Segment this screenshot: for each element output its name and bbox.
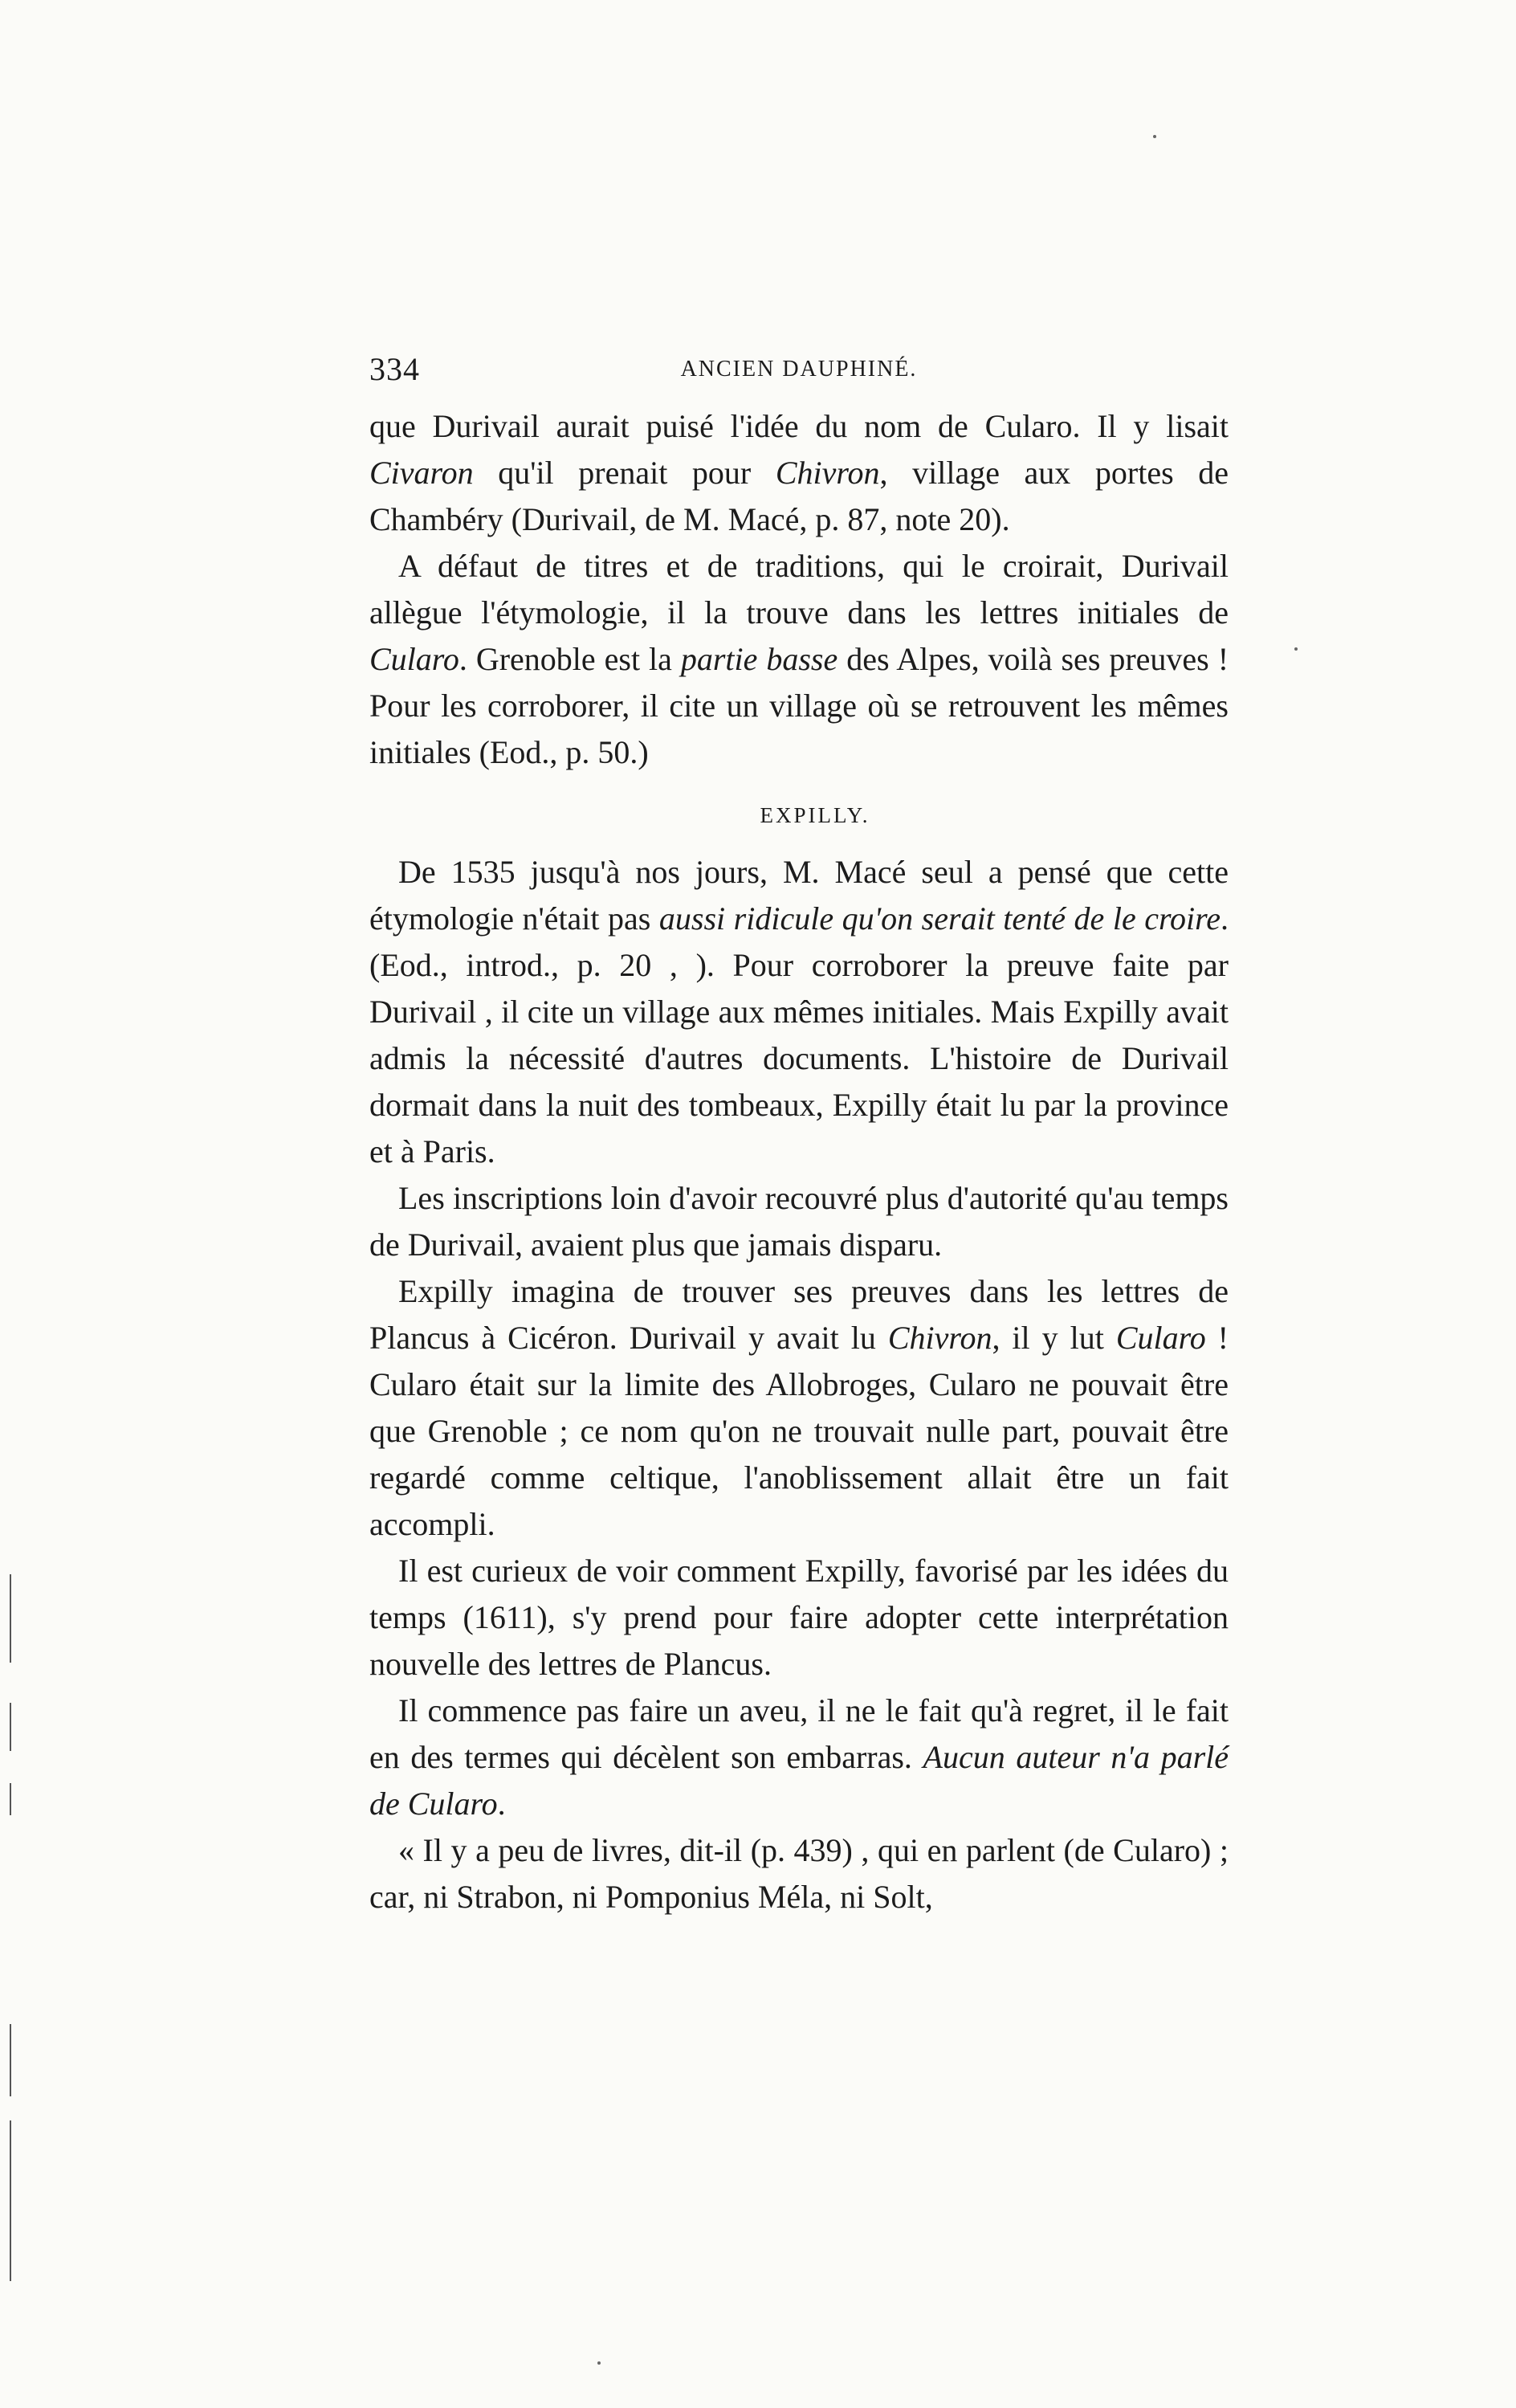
- body-text: [369, 403, 1229, 1920]
- page-content: [369, 350, 1229, 1920]
- text-run: .: [497, 1786, 506, 1822]
- text-run: , village aux portes de Chambéry (Durivail, de M. Macé, p. 87, note 20).: [369, 455, 1229, 537]
- text-run: que Durivail aurait puisé l'idée du nom de Cularo. Il y lisait: [369, 408, 1229, 444]
- text-run: Il commence pas faire un aveu, il ne le fait qu'à regret, il le fait en des termes qui décèlent son embarras.: [369, 1692, 1229, 1775]
- text-run: Expilly imagina de trouver ses preuves dans les lettres de Plancus à Cicéron. Durivail y avait lu: [369, 1273, 1229, 1356]
- italic-phrase: partie basse: [680, 641, 838, 677]
- speck-mark: [597, 2361, 601, 2365]
- italic-phrase: Chivron: [775, 455, 880, 491]
- italic-phrase: Cularo: [1115, 1320, 1206, 1356]
- paragraph: [369, 1688, 1229, 1827]
- italic-phrase: Civaron: [369, 455, 474, 491]
- running-title: ANCIEN DAUPHINÉ.: [680, 357, 918, 382]
- italic-phrase: Chivron: [887, 1320, 992, 1356]
- page-edge-marks: [10, 1574, 13, 2297]
- italic-phrase: Cularo: [369, 641, 459, 677]
- page-number: 334: [369, 351, 420, 387]
- speck-mark: [1294, 647, 1298, 651]
- paragraph: [369, 1827, 1229, 1920]
- italic-phrase: aussi ridicule qu'on serait tenté de le croire: [658, 900, 1221, 937]
- text-run: . Grenoble est la: [458, 641, 681, 677]
- paragraph: [369, 1175, 1229, 1268]
- text-run: « Il y a peu de livres, dit-il (p. 439) , qui en parlent (de Cularo) ; car, ni Strabon, ni Pomponius Méla, ni Solt,: [369, 1832, 1229, 1915]
- text-run: , il y lut: [992, 1320, 1116, 1356]
- paragraph: [369, 849, 1229, 1175]
- section-heading: EXPILLY.: [760, 803, 870, 827]
- text-run: qu'il prenait pour: [473, 455, 776, 491]
- text-run: des Alpes, voilà ses preuves ! Pour les corroborer, il cite un village où se retrouvent les mêmes initiales (Eod., p. 50.): [369, 641, 1229, 770]
- text-run: . (Eod., introd., p. 20 , ). Pour corroborer la preuve faite par Durivail , il cite un village aux mêmes initiales. Mais Expilly avait admis la nécessité d'autres documents. L'histoire de Durivail dormait dans la nuit des tombeaux, Expilly était lu par la province et à Paris.: [369, 900, 1229, 1169]
- paragraph: [369, 543, 1229, 776]
- text-run: Il est curieux de voir comment Expilly, favorisé par les idées du temps (1611), s'y prend pour faire adopter cette interprétation nouvelle des lettres de Plancus.: [369, 1553, 1229, 1682]
- text-run: A défaut de titres et de traditions, qui le croirait, Durivail allègue l'étymologie, il la trouve dans les lettres initiales de: [369, 548, 1229, 631]
- speck-mark: [1153, 135, 1156, 138]
- text-run: De 1535 jusqu'à nos jours, M. Macé seul a pensé que cette étymologie n'était pas: [369, 854, 1229, 937]
- text-run: ! Cularo était sur la limite des Allobroges, Cularo ne pouvait être que Grenoble ; ce nom qu'on ne trouvait nulle part, pouvait être regardé comme celtique, l'anoblissement allait être un fait accompli.: [369, 1320, 1229, 1542]
- running-head: [369, 350, 1229, 395]
- text-run: Les inscriptions loin d'avoir recouvré plus d'autorité qu'au temps de Durivail, avaient plus que jamais disparu.: [369, 1180, 1229, 1263]
- paragraph: [369, 1548, 1229, 1688]
- paragraph: [369, 1268, 1229, 1548]
- paragraph: [369, 403, 1229, 543]
- italic-phrase: Aucun auteur n'a parlé de Cularo: [369, 1739, 1229, 1822]
